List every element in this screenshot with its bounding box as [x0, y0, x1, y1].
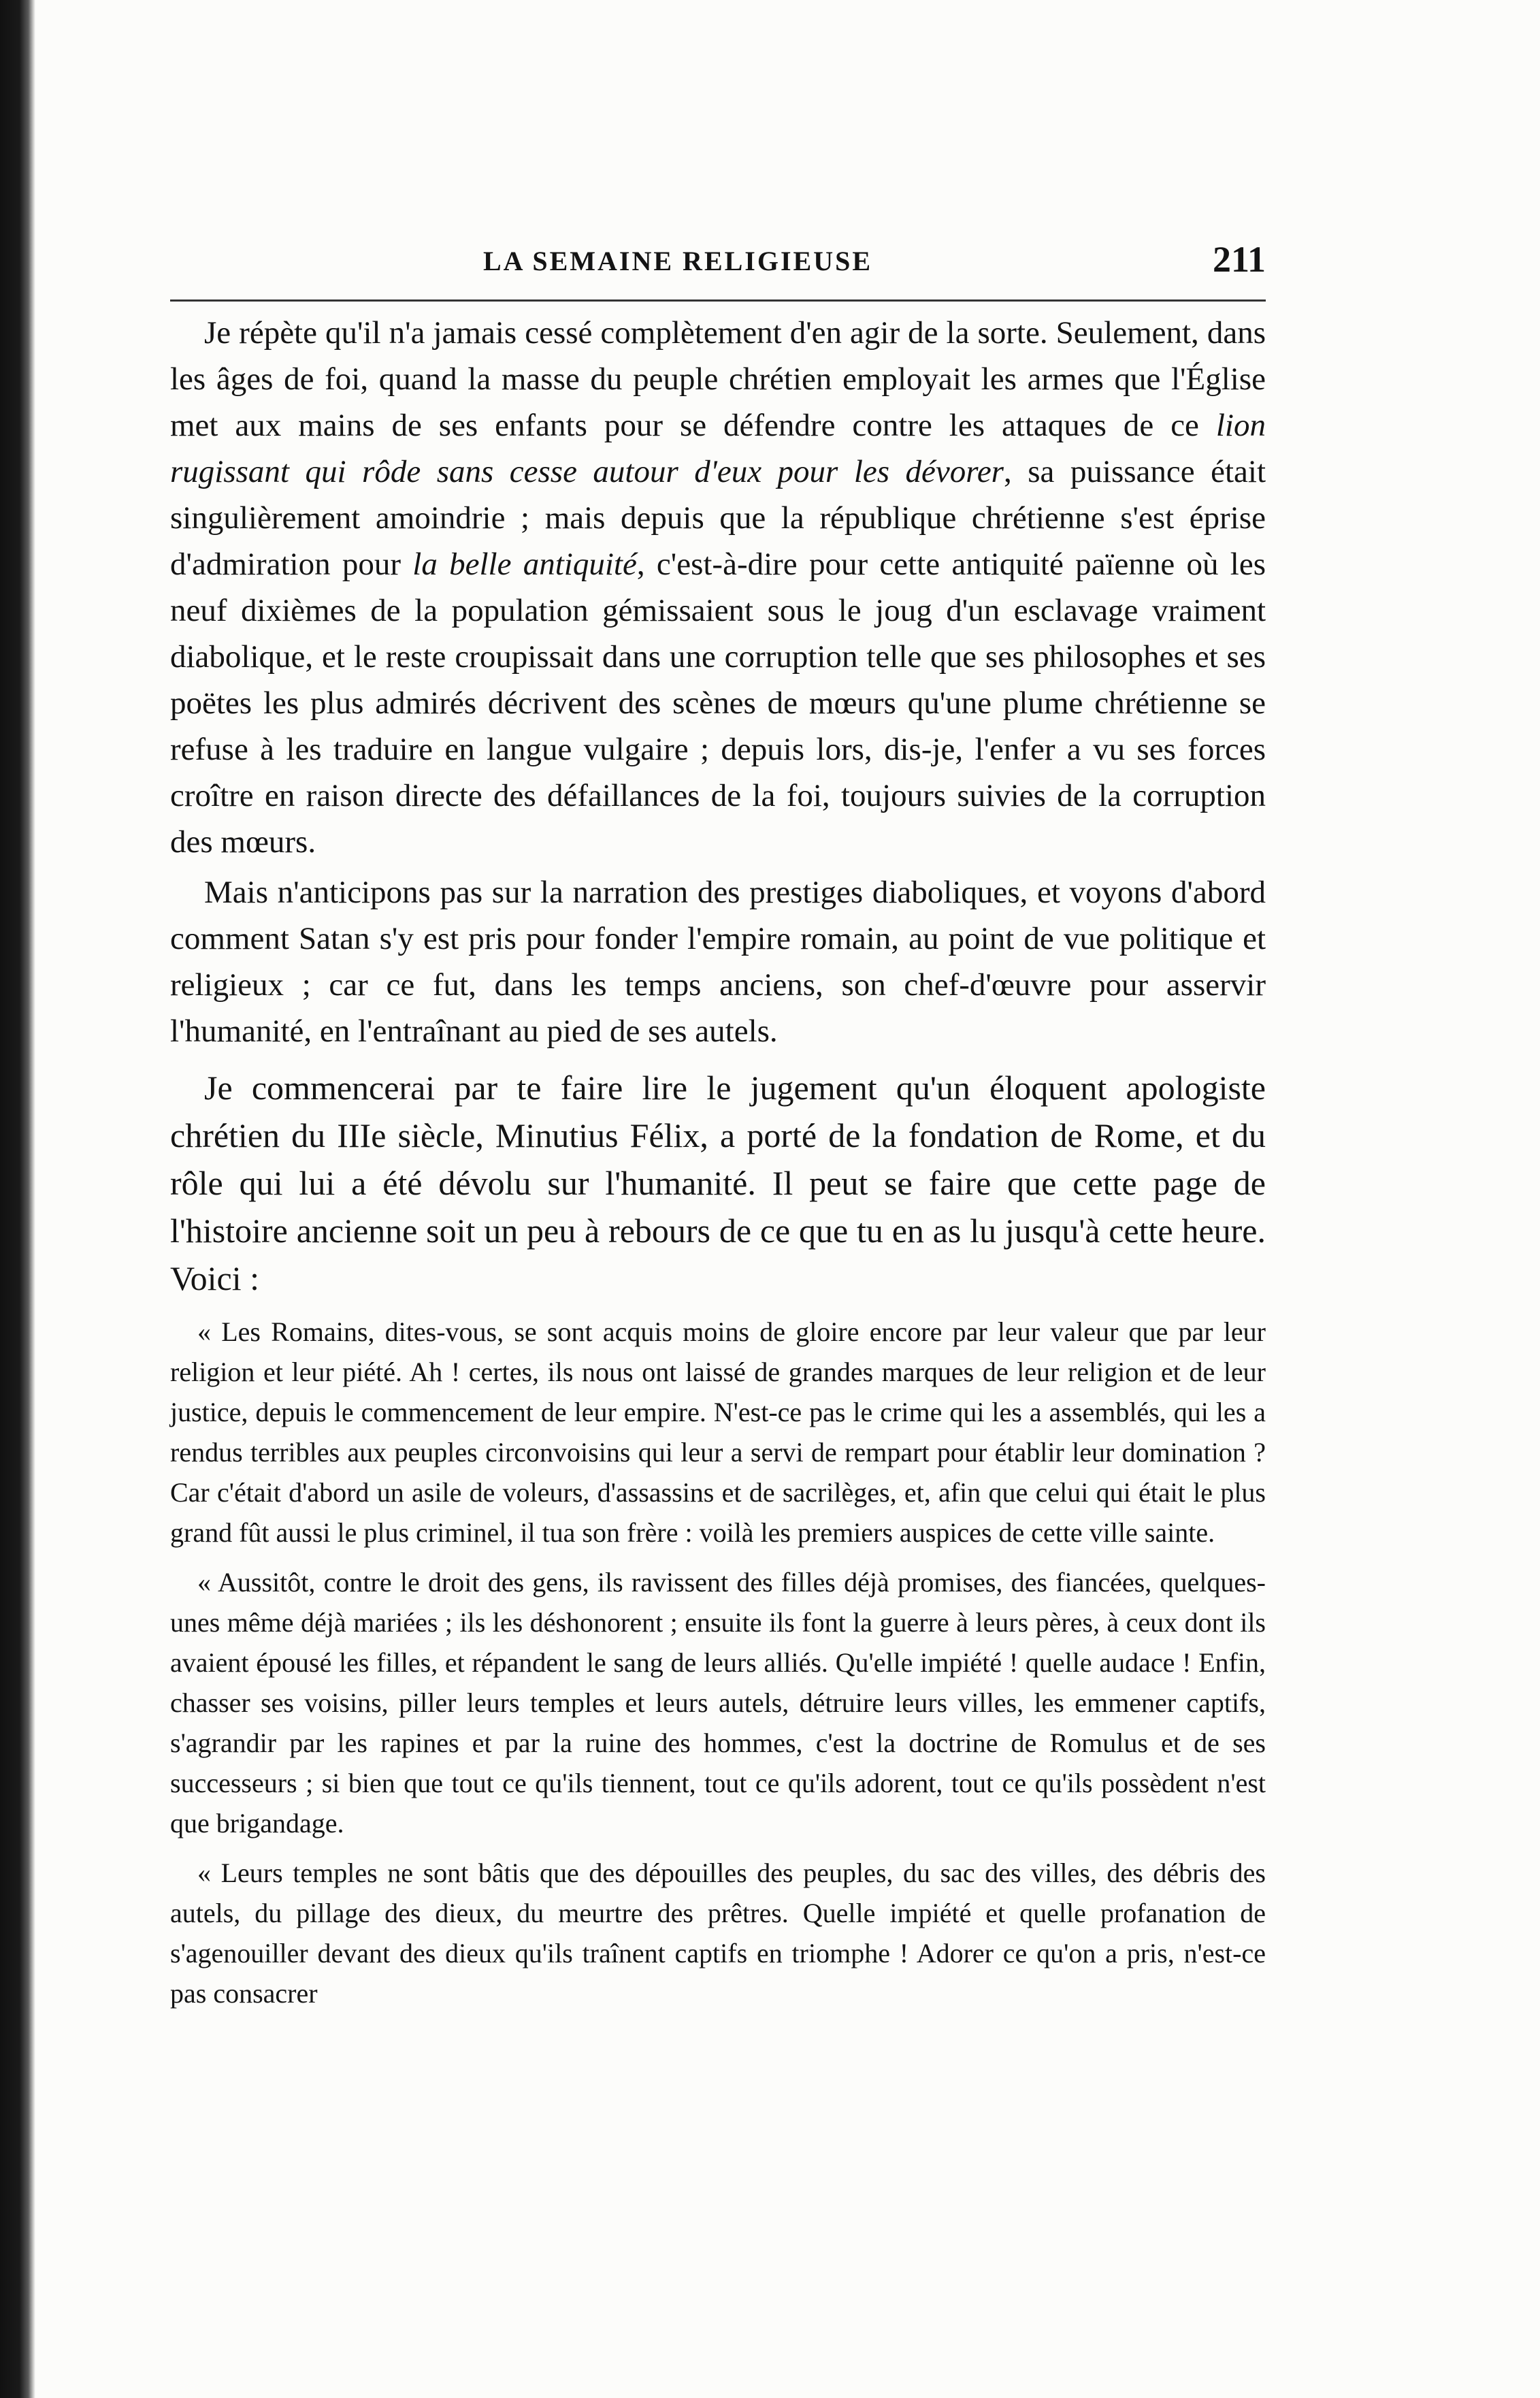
paragraph-3: Je commencerai par te faire lire le jugement qu'un éloquent apologiste chrétien du IIIe siècle, Minutius Félix, a porté de la fondation de Rome, et du rôle qui lui a été dévolu sur l'humanité. Il peut se faire que cette page de l'histoire ancienne soit un peu à rebours de ce que tu en as lu jusqu'à cette heure. Voici :	[170, 1069, 1266, 1297]
paragraph-1-part-a: Je répète qu'il n'a jamais cessé complètement d'en agir de la sorte. Seulement, dans les âges de foi, quand la masse du peuple chrétien employait les armes que l'Église met aux mains de ses enfants pour se défendre contre les attaques de ce	[170, 315, 1266, 443]
running-title: LA SEMAINE RELIGIEUSE	[483, 246, 873, 276]
paragraph-1-part-c: , sa puissance était singulièrement amoindrie ; mais depuis que la république chrétienne s'est éprise d'admiration pour	[170, 454, 1266, 582]
paragraph-1	[170, 310, 1266, 865]
paragraph-1-italic-antiquite: la belle antiquité	[412, 547, 637, 582]
page-header	[170, 238, 1266, 293]
quote-paragraph-3: « Leurs temples ne sont bâtis que des dépouilles des peuples, du sac des villes, des débris des autels, du pillage des dieux, du meurtre des prêtres. Quelle impiété et quelle profanation de s'agenouiller devant des dieux qu'ils traînent captifs en triomphe ! Adorer ce qu'on a pris, n'est-ce pas consacrer	[170, 1858, 1266, 2009]
header-rule	[170, 299, 1266, 302]
paragraph-1-part-e: , c'est-à-dire pour cette antiquité païenne où les neuf dixièmes de la population gémissaient sous le joug d'un esclavage vraiment diabolique, et le reste croupissait dans une corruption telle que ses philosophes et ses poëtes les plus admirés décrivent des scènes de mœurs qu'une plume chrétienne se refuse à les traduire en langue vulgaire ; depuis lors, dis-je, l'enfer a vu ses forces croître en raison directe des défaillances de la foi, toujours suivies de la corruption des mœurs.	[170, 547, 1266, 860]
main-text	[170, 310, 1266, 1302]
quotation	[170, 1312, 1266, 2013]
page-number: 211	[1212, 239, 1266, 280]
text-block	[170, 310, 1266, 2013]
paragraph-2: Mais n'anticipons pas sur la narration des prestiges diaboliques, et voyons d'abord comment Satan s'y est pris pour fonder l'empire romain, au point de vue politique et religieux ; car ce fut, dans les temps anciens, son chef-d'œuvre pour asservir l'humanité, en l'entraînant au pied de ses autels.	[170, 875, 1266, 1049]
quote-paragraph-1: « Les Romains, dites-vous, se sont acquis moins de gloire encore par leur valeur que par leur religion et leur piété. Ah ! certes, ils nous ont laissé de grandes marques de leur religion et de leur justice, depuis le commencement de leur empire. N'est-ce pas le crime qui les a assemblés, qui les a rendus terribles aux peuples circonvoisins qui leur a servi de rempart pour établir leur domination ? Car c'était d'abord un asile de voleurs, d'assassins et de sacrilèges, et, afin que celui qui était le plus grand fût aussi le plus criminel, il tua son frère : voilà les premiers auspices de cette ville sainte.	[170, 1316, 1266, 1548]
binding-edge	[0, 0, 35, 2398]
paragraph-1-italic-lion: lion rugissant qui rôde sans cesse autour d'eux pour les dévorer	[170, 408, 1266, 489]
quote-paragraph-2: « Aussitôt, contre le droit des gens, ils ravissent des filles déjà promises, des fiancées, quelques-unes même déjà mariées ; ils les déshonorent ; ensuite ils font la guerre à leurs pères, à ceux dont ils avaient épousé les filles, et répandent le sang de leurs alliés. Qu'elle impiété ! quelle audace ! Enfin, chasser ses voisins, piller leurs temples et leurs autels, détruire leurs villes, les emmener captifs, s'agrandir par les rapines et par la ruine des hommes, c'est la doctrine de Romulus et de ses successeurs ; si bien que tout ce qu'ils tiennent, tout ce qu'ils adorent, tout ce qu'ils possèdent n'est que brigandage.	[170, 1567, 1266, 1838]
